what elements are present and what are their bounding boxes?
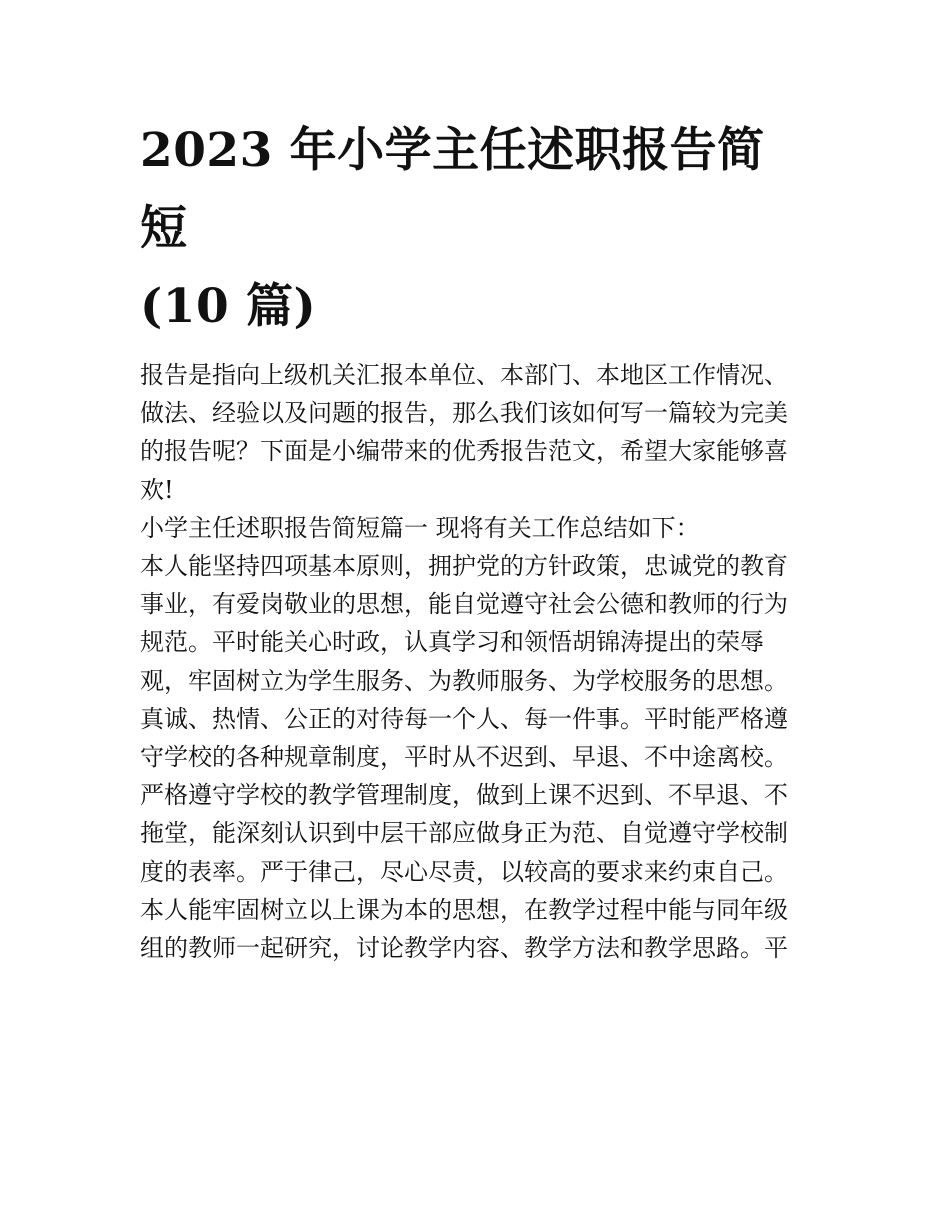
- body-line: 拖堂，能深刻认识到中层干部应做身正为范、自觉遵守学校制: [140, 819, 788, 848]
- body-paragraph: [140, 547, 812, 967]
- intro-line: 报告是指向上级机关汇报本单位、本部门、本地区工作情况、: [140, 361, 788, 389]
- body-line: 守学校的各种规章制度，平时从不迟到、早退、不中途离校。: [140, 743, 788, 772]
- intro-paragraph: [140, 356, 812, 509]
- intro-line: 欢!: [140, 475, 174, 504]
- document-title: [140, 112, 812, 346]
- intro-line: 做法、经验以及问题的报告，那么我们该如何写一篇较为完美: [140, 399, 788, 428]
- body-line: 事业，有爱岗敬业的思想，能自觉遵守社会公德和教师的行为: [140, 590, 788, 619]
- section-heading-text: 小学主任述职报告简短篇一 现将有关工作总结如下：: [140, 513, 700, 542]
- body-line: 组的教师一起研究，讨论教学内容、教学方法和教学思路。平: [140, 934, 788, 963]
- document-body: [140, 356, 812, 967]
- body-line: 观，牢固树立为学生服务、为教师服务、为学校服务的思想。: [140, 666, 788, 695]
- body-line: 真诚、热情、公正的对待每一个人、每一件事。平时能严格遵: [140, 704, 788, 733]
- body-line: 度的表率。严于律己，尽心尽责，以较高的要求来约束自己。: [140, 857, 788, 886]
- body-line: 本人能坚持四项基本原则，拥护党的方针政策，忠诚党的教育: [140, 552, 788, 581]
- intro-line: 的报告呢？下面是小编带来的优秀报告范文，希望大家能够喜: [140, 437, 788, 466]
- section-heading: [140, 509, 812, 547]
- body-line: 严格遵守学校的教学管理制度，做到上课不迟到、不早退、不: [140, 781, 788, 810]
- title-line-2: (10 篇): [140, 279, 317, 334]
- body-line: 本人能牢固树立以上课为本的思想，在教学过程中能与同年级: [140, 895, 788, 924]
- body-line: 规范。平时能关心时政，认真学习和领悟胡锦涛提出的荣辱: [140, 628, 764, 657]
- title-line-1: 2023 年小学主任述职报告简短: [140, 123, 765, 256]
